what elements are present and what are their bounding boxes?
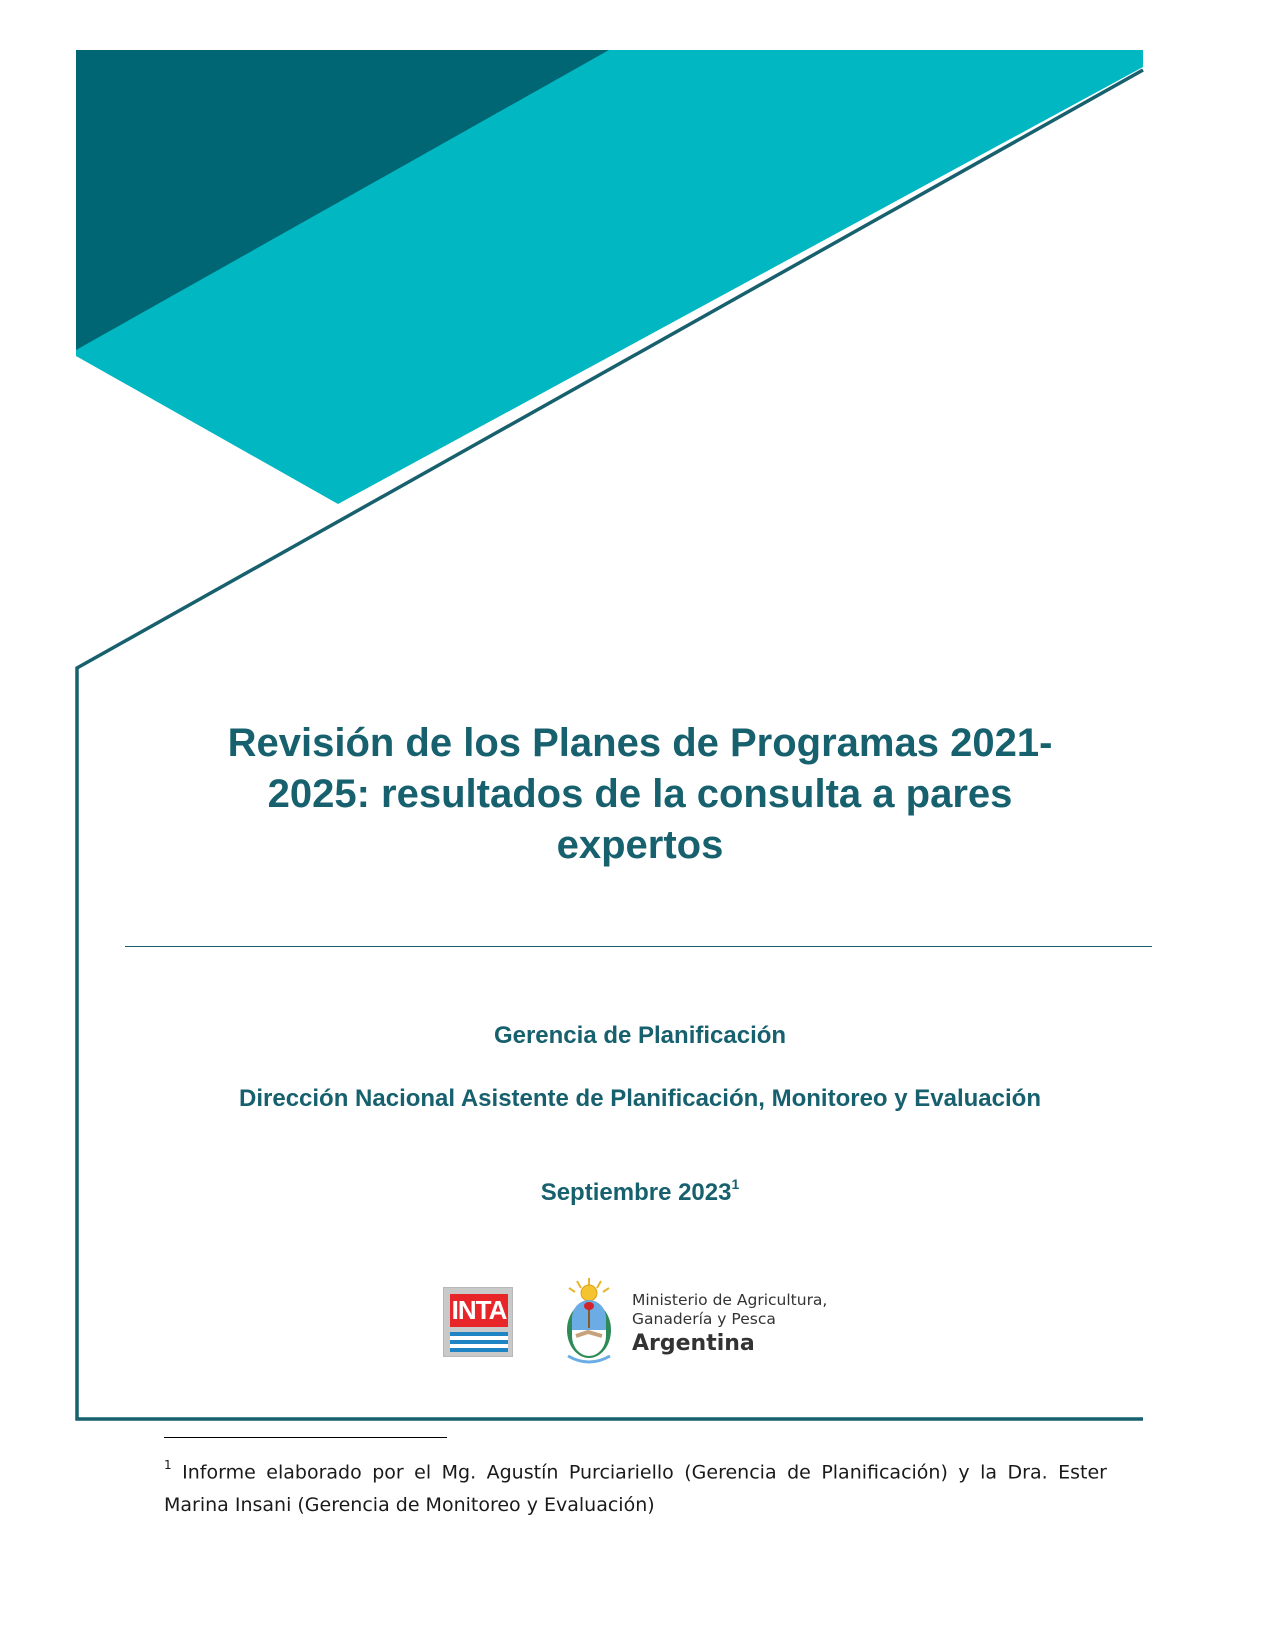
inta-logo-text: INTA [451, 1295, 507, 1325]
footnote-separator [164, 1437, 447, 1438]
title-line: Revisión de los Planes de Programas 2021- [227, 721, 1053, 765]
argentina-coat-of-arms-icon [558, 1276, 620, 1370]
title-line: 2025: resultados de la consulta a pares [267, 772, 1013, 816]
document-title [120, 718, 1160, 871]
inta-logo [443, 1287, 513, 1357]
inta-logo-stripes [450, 1332, 508, 1352]
publication-date [120, 1178, 1160, 1207]
direction-name: Dirección Nacional Asistente de Planificación, Monitoreo y Evaluación [239, 1085, 1041, 1112]
department-name: Gerencia de Planificación [493, 1022, 787, 1049]
footnote-marker: 1 [164, 1458, 172, 1472]
footnote-ref: 1 [731, 1176, 740, 1192]
logos-row [442, 1272, 842, 1370]
date-text: Septiembre 2023 [540, 1179, 732, 1206]
ministry-line2: Ganadería y Pesca [632, 1310, 776, 1328]
ministry-country: Argentina [632, 1331, 755, 1356]
ministry-line1: Ministerio de Agricultura, [632, 1291, 828, 1309]
footnote-text: Informe elaborado por el Mg. Agustín Purciariello (Gerencia de Planificación) y la Dra. Ester Marina Insani (Gerencia de Monitoreo y Evaluación) [164, 1461, 1107, 1517]
footnote [164, 1451, 1107, 1522]
title-divider [125, 946, 1152, 947]
title-line: expertos [556, 823, 724, 867]
ministry-logo-text [632, 1291, 827, 1359]
